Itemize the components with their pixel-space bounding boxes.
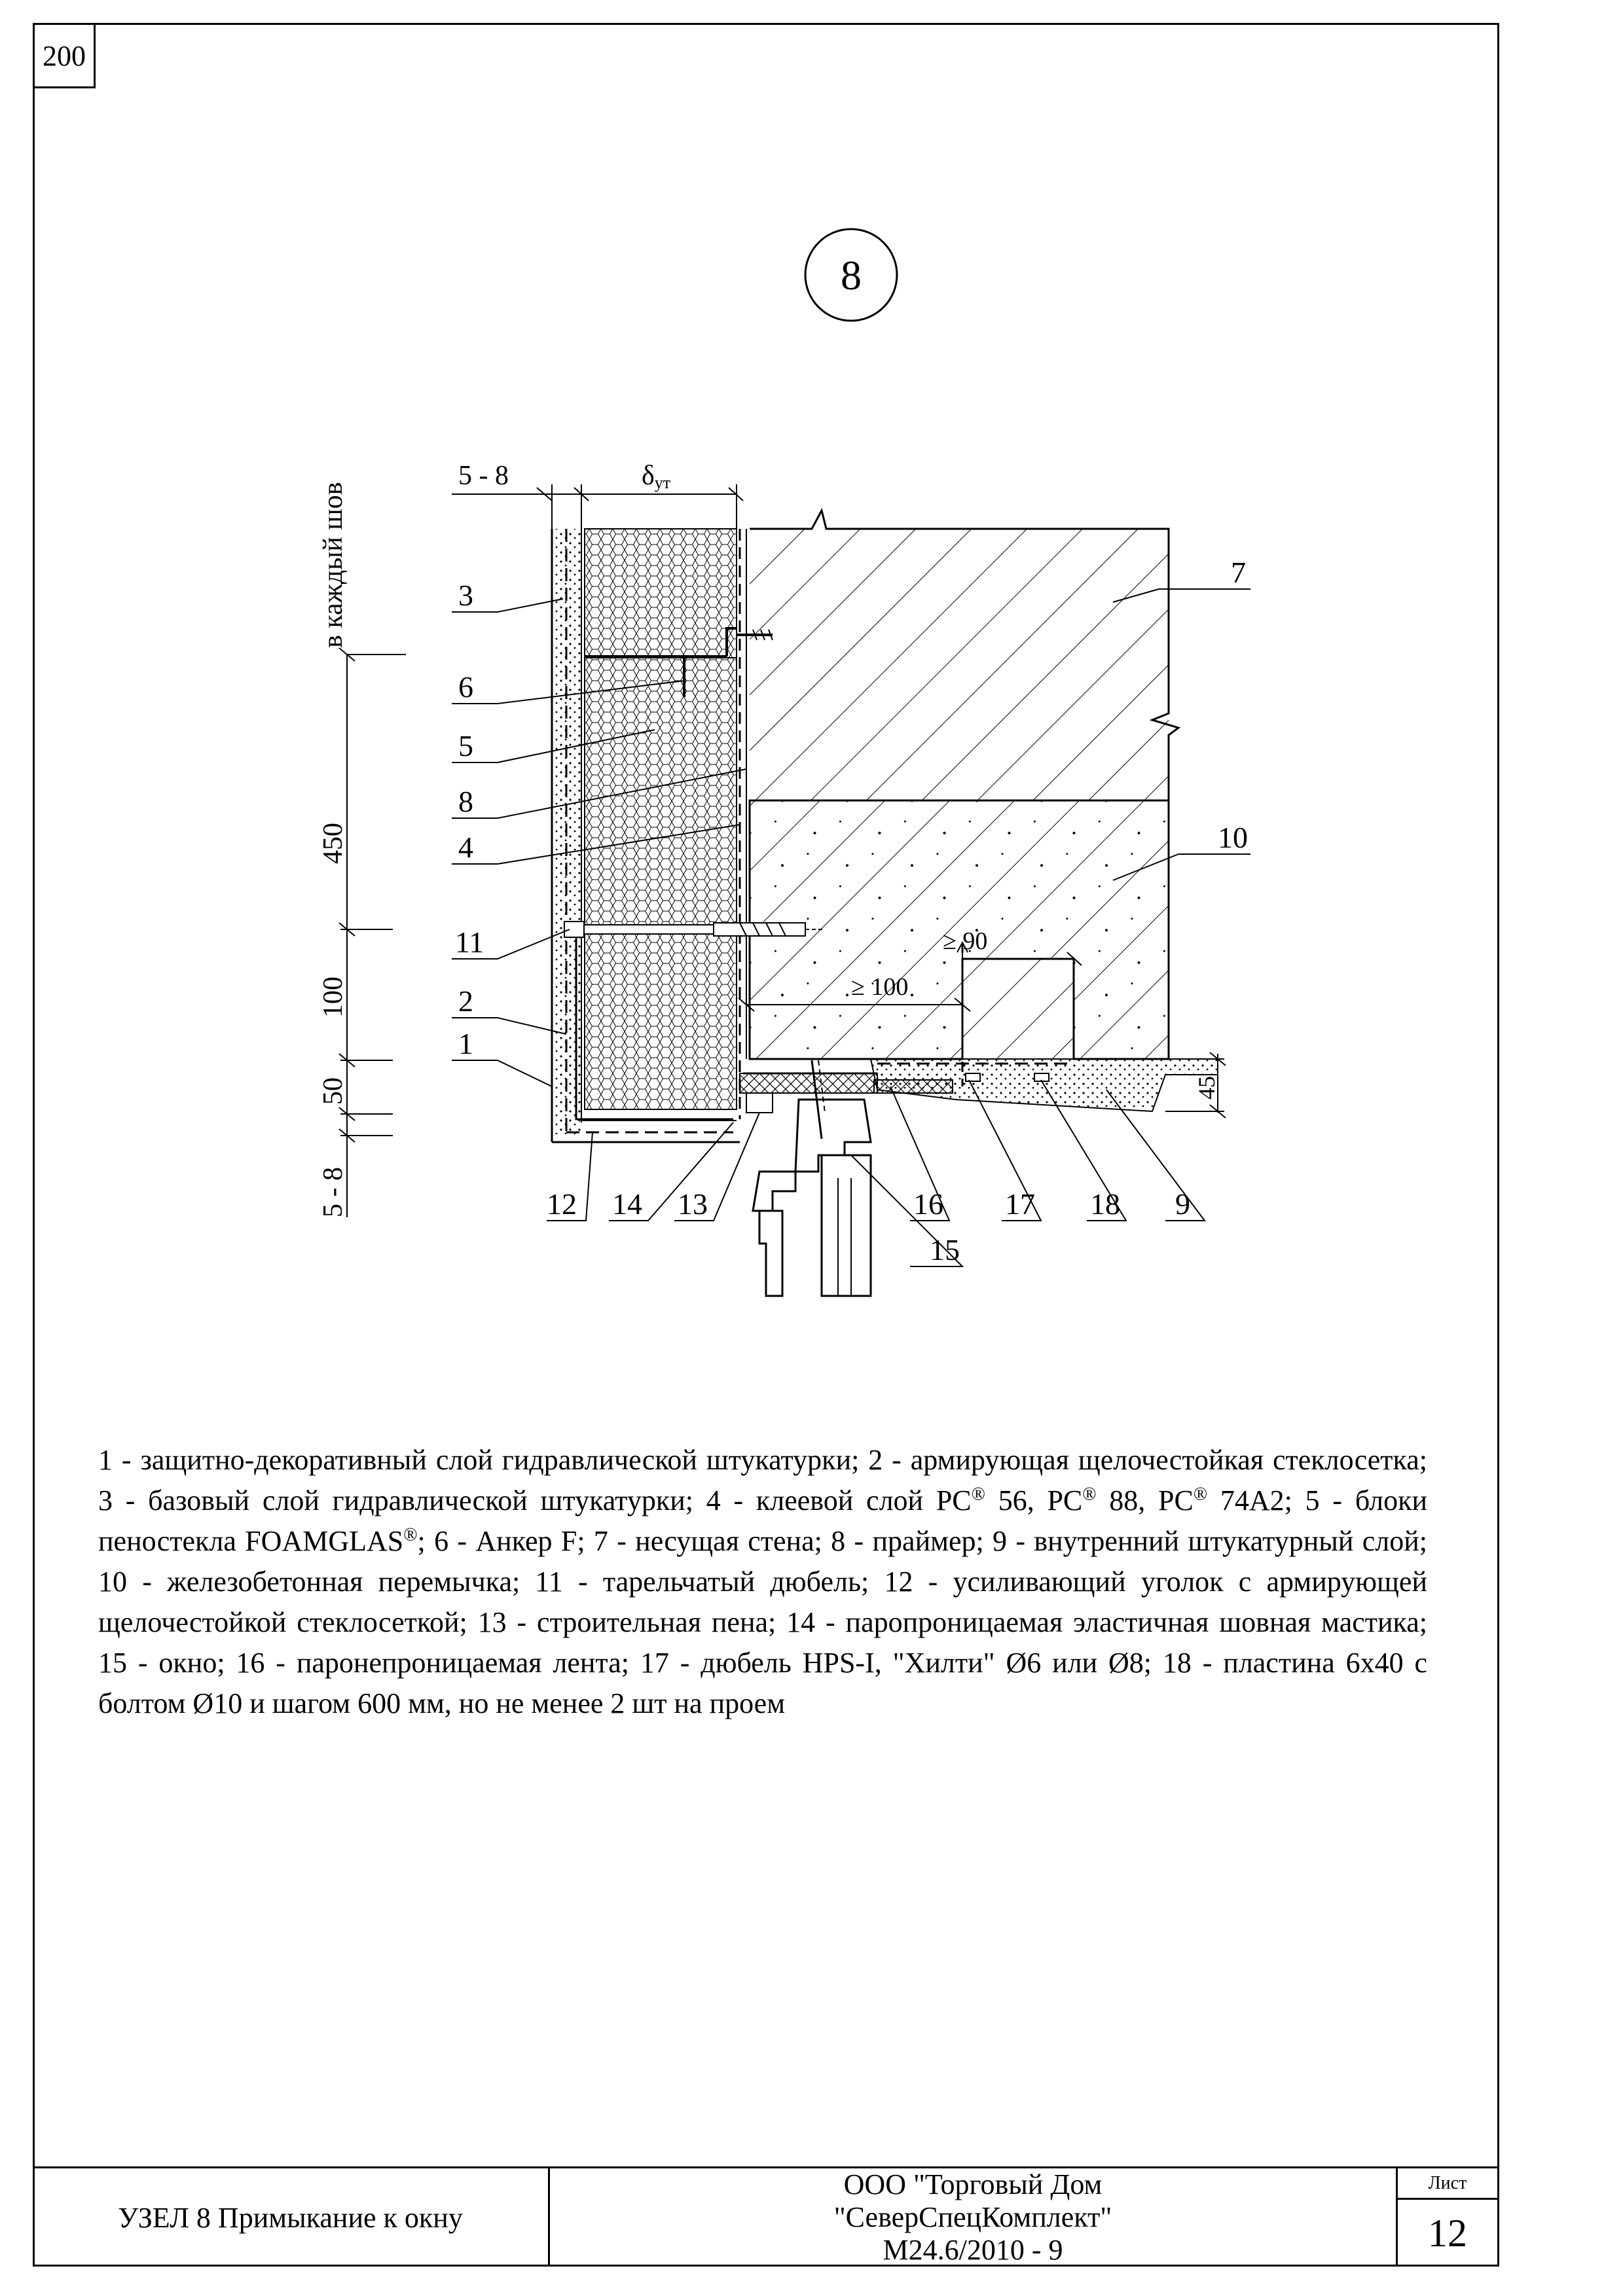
callout-8: 8 — [458, 785, 473, 818]
callout-7: 7 — [1231, 556, 1246, 589]
callout-13: 13 — [678, 1187, 708, 1221]
bearing-wall — [750, 511, 1178, 800]
callout-1: 1 — [458, 1027, 473, 1060]
callout-10: 10 — [1218, 821, 1248, 854]
stamp-organization — [550, 2168, 1398, 2267]
stamp-sheet — [1398, 2168, 1497, 2267]
dim-top-left: 5 - 8 — [458, 461, 509, 491]
stamp-title: УЗЕЛ 8 Примыкание к окну — [33, 2168, 550, 2267]
dim-100: 100 — [318, 977, 348, 1018]
legend-text: 1 - защитно-декоративный слой гидравлической штукатурки; 2 - армирующая щелочестойкая стеклосетка; 3 - базовый слой гидравлической штукатурки; 4 - клеевой слой PC® 56, PC® 88, PC® 74A2; 5 - блоки пеностекла FOAMGLAS®; 6 - Анкер F; 7 - несущая стена; 8 - праймер; 9 - внутренний штукатурный слой; 10 - железобетонная перемычка; 11 - тарельчатый дюбель; 12 - усиливающий уголок с армирующей щелочестойкой стеклосеткой; 13 - строительная пена; 14 - паропроницаемая эластичная шовная мастика; 15 - окно; 16 - паронепроницаемая лента; 17 - дюбель HPS-I, "Хилти" Ø6 или Ø8; 18 - пластина 6x40 с болтом Ø10 и шагом 600 мм, но не менее 2 шт на проем — [98, 1444, 1427, 1719]
callout-17: 17 — [1005, 1187, 1035, 1221]
stamp-sheet-label: Лист — [1398, 2168, 1497, 2200]
dim-50: 50 — [318, 1077, 348, 1105]
callout-16: 16 — [913, 1187, 943, 1221]
dim-ge90: ≥ 90 — [943, 927, 988, 955]
callout-11: 11 — [455, 925, 484, 959]
callout-6: 6 — [458, 670, 473, 704]
callout-12: 12 — [547, 1187, 577, 1221]
dim-45: 45 — [1194, 1076, 1220, 1100]
callout-14: 14 — [612, 1187, 642, 1221]
dim-ge100: ≥ 100 — [851, 973, 909, 1001]
dim-each-joint: в каждый шов — [318, 482, 348, 648]
node-number: 8 — [841, 252, 862, 298]
stamp-org-line2: "СеверСпецКомплект" — [833, 2201, 1112, 2233]
dim-insulation-thickness: δут — [642, 461, 671, 492]
callout-4: 4 — [458, 831, 473, 864]
stamp-org-line1: ООО "Торговый Дом — [843, 2168, 1103, 2200]
foamglas-insulation — [585, 529, 737, 1109]
stamp-sheet-number: 12 — [1428, 2211, 1467, 2255]
stamp-doc-code: М24.6/2010 - 9 — [883, 2234, 1063, 2266]
dim-450: 450 — [318, 823, 348, 864]
callout-2: 2 — [458, 984, 473, 1018]
callout-15: 15 — [930, 1233, 960, 1266]
callout-5: 5 — [458, 729, 473, 762]
callout-18: 18 — [1090, 1187, 1120, 1221]
node-number-marker — [805, 229, 897, 321]
dim-5-8-bottom: 5 - 8 — [318, 1167, 348, 1217]
callout-3: 3 — [458, 579, 473, 612]
title-block — [33, 2166, 1499, 2267]
callout-9: 9 — [1175, 1187, 1190, 1221]
sheet-corner-number: 200 — [33, 23, 96, 88]
